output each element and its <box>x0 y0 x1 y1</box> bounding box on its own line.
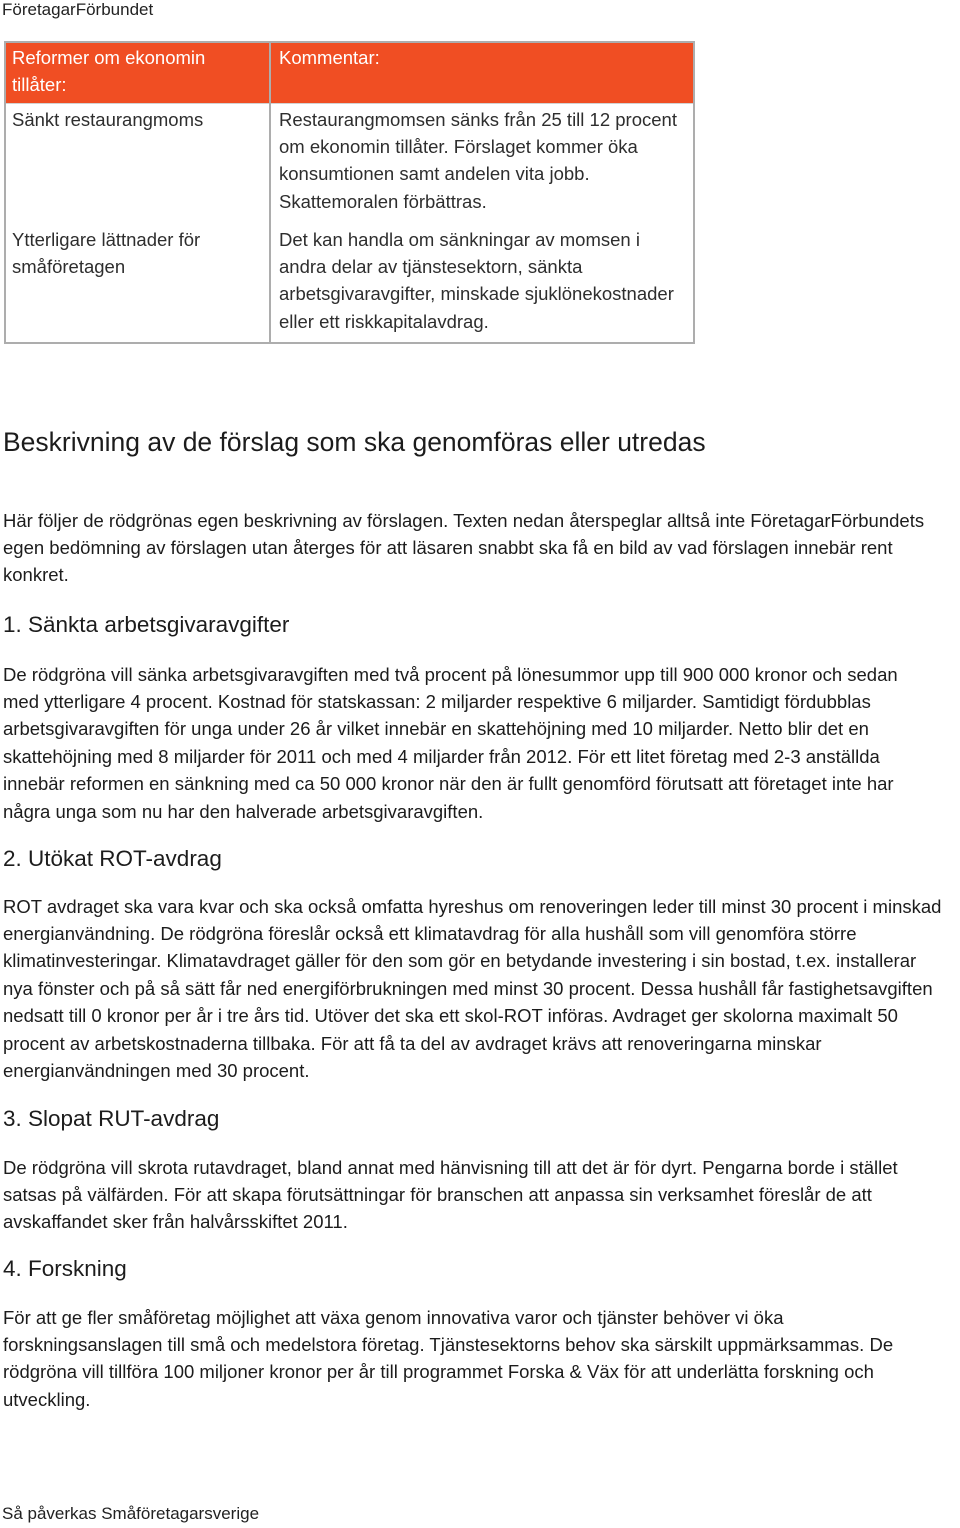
comment-cell <box>279 106 677 215</box>
section-heading: 4. Forskning <box>3 1255 127 1281</box>
paragraph-line: forskningsanslagen till små och medelstora företag. Tjänstesektorns behov ska särskilt uppmärksammas. De <box>3 1333 894 1355</box>
paragraph-line: De rödgröna vill skrota rutavdraget, bland annat med hänvisning till att det är för dyrt. Pengarna borde i stället <box>3 1156 898 1178</box>
paragraph-line: nya fönster och på så sätt får ned energiförbrukningen med minst 30 procent. Dessa hushåll får fastighetsavgiften <box>3 977 933 999</box>
paragraph-line: De rödgröna vill sänka arbetsgivaravgiften med två procent på lönesummor upp till 900 000 kronor och sedan <box>3 663 898 685</box>
paragraph-line: konkret. <box>3 564 69 586</box>
paragraph-line: skattehöjning med 8 miljarder för 2011 och med 4 miljarder från 2012. För ett litet företag med 2-3 anställda <box>3 745 880 767</box>
comment-line: om ekonomin tillåter. Förslaget kommer öka <box>279 136 638 158</box>
paragraph-line: satsas på välfärden. För att skapa förutsättningar för branschen att anpassa sin verksamhet föreslår de att <box>3 1183 872 1205</box>
paragraph-line: energianvändning. De rödgröna föreslår också ett klimatavdrag för alla hushåll som vill genomföra större <box>3 922 857 944</box>
section-paragraph <box>3 893 941 1085</box>
paragraph-line: med ytterligare 4 procent. Kostnad för statskassan: 2 miljarder respektive 6 miljarder. Samtidigt fördubblas <box>3 690 871 712</box>
table-header-rule <box>6 103 693 104</box>
column-header-reform <box>12 44 205 98</box>
reform-cell <box>12 226 200 280</box>
reform-line: Sänkt restaurangmoms <box>12 109 204 130</box>
column-header-comment: Kommentar: <box>279 47 380 68</box>
reform-line: småföretagen <box>12 256 126 278</box>
comment-line: arbetsgivaravgifter, minskade sjuklönekostnader <box>279 283 674 305</box>
comment-line: Skattemoralen förbättras. <box>279 190 487 212</box>
paragraph-line: Här följer de rödgrönas egen beskrivning av förslagen. Texten nedan återspeglar alltså inte FöretagarFörbundets <box>3 509 925 531</box>
section-heading: 3. Slopat RUT-avdrag <box>3 1105 220 1131</box>
page-title: Beskrivning av de förslag som ska genomföras eller utredas <box>3 426 706 457</box>
reform-cell <box>12 106 203 133</box>
paragraph-line: avskaffandet sker från halvårsskiftet 2011. <box>3 1211 348 1233</box>
paragraph-line: För att ge fler småföretag möjlighet att växa genom innovativa varor och tjänster behöver vi öka <box>3 1306 784 1328</box>
paragraph-line: ROT avdraget ska vara kvar och ska också omfatta hyreshus om renoveringen leder till minst 30 procent i minskad <box>3 895 942 917</box>
column-header-line: Reformer om ekonomin <box>12 47 206 68</box>
comment-line: Restaurangmomsen sänks från 25 till 12 procent <box>279 109 677 130</box>
reform-line: Ytterligare lättnader för <box>12 229 201 250</box>
section-paragraph <box>3 1154 898 1236</box>
paragraph-line: innebär reformen en sänkning med ca 50 000 kronor när den är fullt genomförd förutsatt att företaget inte har <box>3 773 894 795</box>
paragraph-line: egen bedömning av förslagen utan återges för att läsaren snabbt ska få en bild av vad förslagen innebär rent <box>3 536 893 558</box>
reform-table <box>4 41 695 344</box>
comment-line: Det kan handla om sänkningar av momsen i <box>279 229 640 250</box>
comment-line: andra delar av tjänstesektorn, sänkta <box>279 256 583 278</box>
column-divider <box>269 43 271 342</box>
page-header-label: FöretagarFörbundet <box>2 0 154 19</box>
paragraph-line: några unga som nu har den halverade arbetsgivaravgiften. <box>3 800 484 822</box>
table-row <box>6 226 693 342</box>
intro-paragraph <box>3 507 924 589</box>
table-header-row <box>6 43 693 103</box>
section-heading: 1. Sänkta arbetsgivaravgifter <box>3 611 290 637</box>
comment-line: eller ett riskkapitalavdrag. <box>279 310 489 332</box>
paragraph-line: klimatinvesteringar. Klimatavdraget gäller för den som gör en betydande investering i sin bostad, t.ex. installerar <box>3 950 917 972</box>
comment-line: konsumtionen samt andelen vita jobb. <box>279 163 590 185</box>
paragraph-line: rödgröna vill tillföra 100 miljoner kronor per år till programmet Forska & Väx för att underlätta forskning och <box>3 1361 874 1383</box>
section-paragraph <box>3 1304 893 1414</box>
paragraph-line: energianvändningen med 30 procent. <box>3 1059 310 1081</box>
section-heading: 2. Utökat ROT-avdrag <box>3 845 222 871</box>
paragraph-line: procent av arbetskostnaderna tillbaka. För att få ta del av avdraget krävs att renoveringarna minskar <box>3 1032 822 1054</box>
page-footer-label: Så påverkas Småföretagarsverige <box>2 1504 260 1523</box>
section-paragraph <box>3 661 898 825</box>
comment-cell <box>279 226 674 335</box>
column-header-line: tillåter: <box>12 74 67 96</box>
paragraph-line: utveckling. <box>3 1388 91 1410</box>
paragraph-line: nedsatt till 0 kronor per år i tre års tid. Utöver det ska ett skol-ROT införas. Avdraget ger skolorna maximalt 50 <box>3 1005 898 1027</box>
paragraph-line: arbetsgivaravgiften för unga under 26 år vilket innebär en skattehöjning med 10 miljarder. Netto blir det en <box>3 718 869 740</box>
table-row <box>6 106 693 226</box>
